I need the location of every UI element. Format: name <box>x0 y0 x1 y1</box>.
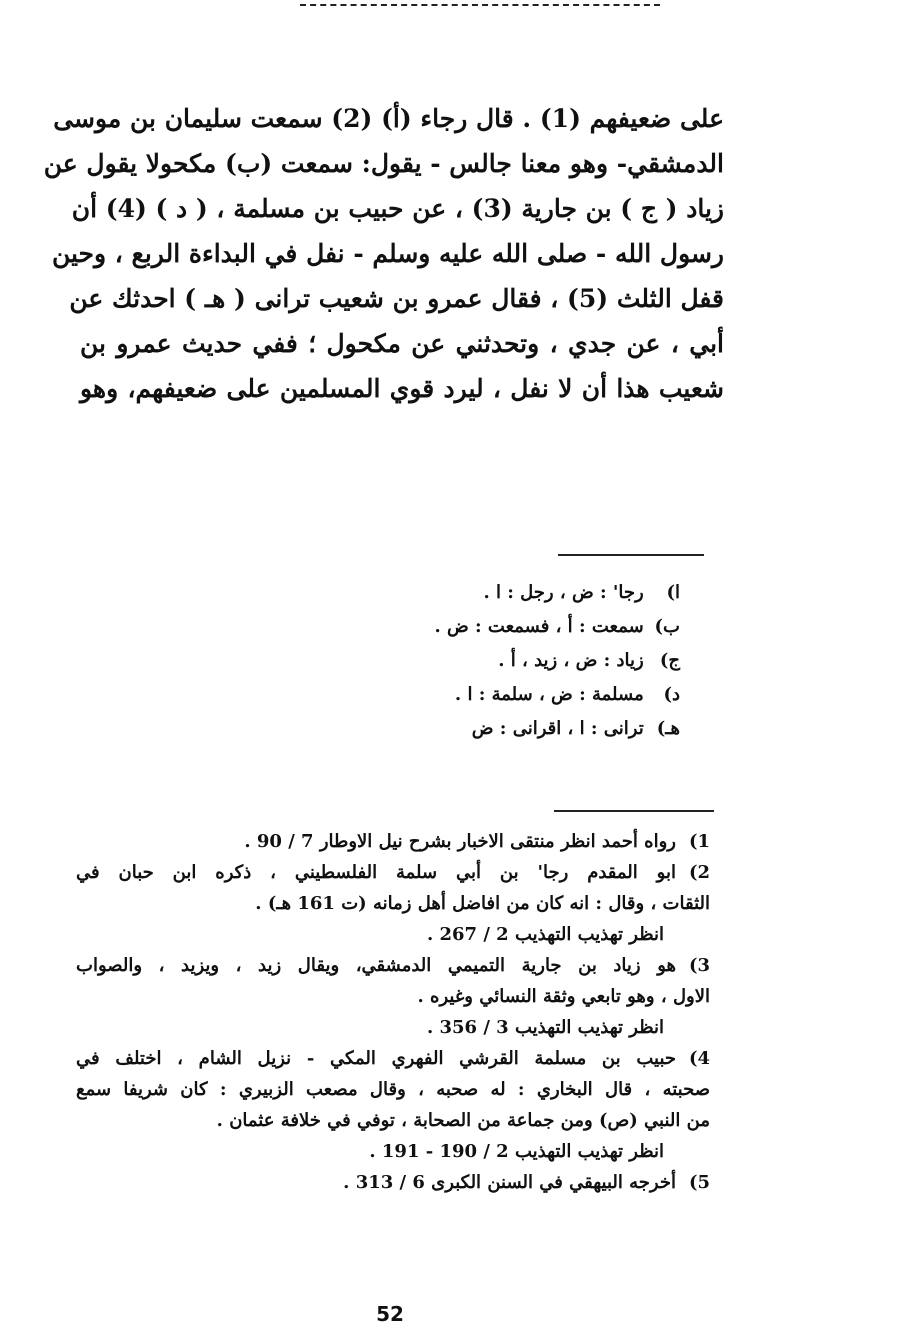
main-text-line: زياد ( ج ) بن جارية (3) ، عن حبيب بن مسلمة ، ( د ) (4) أن <box>71 194 724 223</box>
footnote-text: أخرجه البيهقي في السنن الكبرى 6 / 313 . <box>343 1172 676 1193</box>
footnote-line <box>76 1074 710 1105</box>
variant-entry <box>380 678 680 712</box>
top-edge-rule <box>300 4 660 6</box>
variant-entry <box>380 576 680 610</box>
footnote-text: حبيب بن مسلمة القرشي الفهري المكي - نزيل الشام ، اختلف في <box>76 1048 676 1069</box>
textual-variants-apparatus <box>380 576 680 746</box>
main-text-block <box>43 96 724 411</box>
variant-entry <box>380 644 680 678</box>
main-text-line: قفل الثلث (5) ، فقال عمرو بن شعيب ترانى ( هـ ) احدثك عن <box>69 284 724 313</box>
variant-entry <box>380 712 680 746</box>
main-text-line: شعيب هذا أن لا نفل ، ليرد قوي المسلمين على ضعيفهم، وهو <box>80 374 724 403</box>
footnote-text: انظر تهذيب التهذيب 3 / 356 . <box>426 1017 664 1038</box>
variant-text: مسلمة : ض ، سلمة : ا . <box>454 684 644 705</box>
variant-text: زياد : ض ، زيد ، أ . <box>498 650 644 671</box>
variants-separator-rule <box>558 554 704 556</box>
footnote-line <box>76 919 710 950</box>
footnote-text: الثقات ، وقال : انه كان من افاضل أهل زمانه (ت 161 هـ) . <box>255 893 710 914</box>
footnote-line <box>76 1105 710 1136</box>
main-text-line: أبي ، عن جدي ، وتحدثني عن مكحول ؛ ففي حديث عمرو بن <box>80 329 724 358</box>
variant-text: ترانى : ا ، اقرانى : ض <box>471 718 644 739</box>
variant-mark: ج) <box>659 650 680 671</box>
variant-mark: هـ) <box>656 718 680 739</box>
variant-text: سمعت : أ ، فسمعت : ض . <box>434 616 644 637</box>
footnote-number: 5) <box>688 1172 710 1193</box>
footnote-text: انظر تهذيب التهذيب 2 / 267 . <box>426 924 664 945</box>
footnote-number: 3) <box>688 955 710 976</box>
main-text-line: رسول الله - صلى الله عليه وسلم - نفل في البداءة الربع ، وحين <box>51 239 724 268</box>
variant-mark: ا) <box>666 582 680 603</box>
footnote-number: 4) <box>688 1048 710 1069</box>
footnote-text: ابو المقدم رجا' بن أبي سلمة الفلسطيني ، ذكره ابن حبان في <box>76 862 676 883</box>
page-number: 52 <box>376 1302 404 1326</box>
footnote-line <box>76 857 710 888</box>
variant-mark: د) <box>663 684 680 705</box>
footnote-number: 2) <box>688 862 710 883</box>
footnote-line <box>76 1167 710 1198</box>
footnote-text: الاول ، وهو تابعي وثقة النسائي وغيره . <box>417 986 710 1007</box>
footnotes-separator-rule <box>554 810 714 812</box>
footnote-line <box>76 1012 710 1043</box>
footnote-text: رواه أحمد انظر منتقى الاخبار بشرح نيل الاوطار 7 / 90 . <box>244 831 676 852</box>
footnote-line <box>76 950 710 981</box>
footnote-line <box>76 981 710 1012</box>
footnote-line <box>76 826 710 857</box>
footnotes-block <box>76 826 710 1198</box>
main-text-line: على ضعيفهم (1) . قال رجاء (أ) (2) سمعت سليمان بن موسى <box>53 104 724 133</box>
footnote-line <box>76 1043 710 1074</box>
footnote-number: 1) <box>688 831 710 852</box>
variant-entry <box>380 610 680 644</box>
footnote-text: صحبته ، قال البخاري : له صحبه ، وقال مصعب الزبيري : كان شريفا سمع <box>76 1079 710 1100</box>
variant-text: رجا' : ض ، رجل : ا . <box>483 582 644 603</box>
footnote-text: من النبي (ص) ومن جماعة من الصحابة ، توفي في خلافة عثمان . <box>216 1110 710 1131</box>
footnote-line <box>76 1136 710 1167</box>
footnote-text: انظر تهذيب التهذيب 2 / 190 - 191 . <box>369 1141 664 1162</box>
main-text-line: الدمشقي- وهو معنا جالس - يقول: سمعت (ب) مكحولا يقول عن <box>43 149 724 178</box>
footnote-text: هو زياد بن جارية التميمي الدمشقي، ويقال زيد ، ويزيد ، والصواب <box>76 955 676 976</box>
variant-mark: ب) <box>654 616 680 637</box>
footnote-line <box>76 888 710 919</box>
